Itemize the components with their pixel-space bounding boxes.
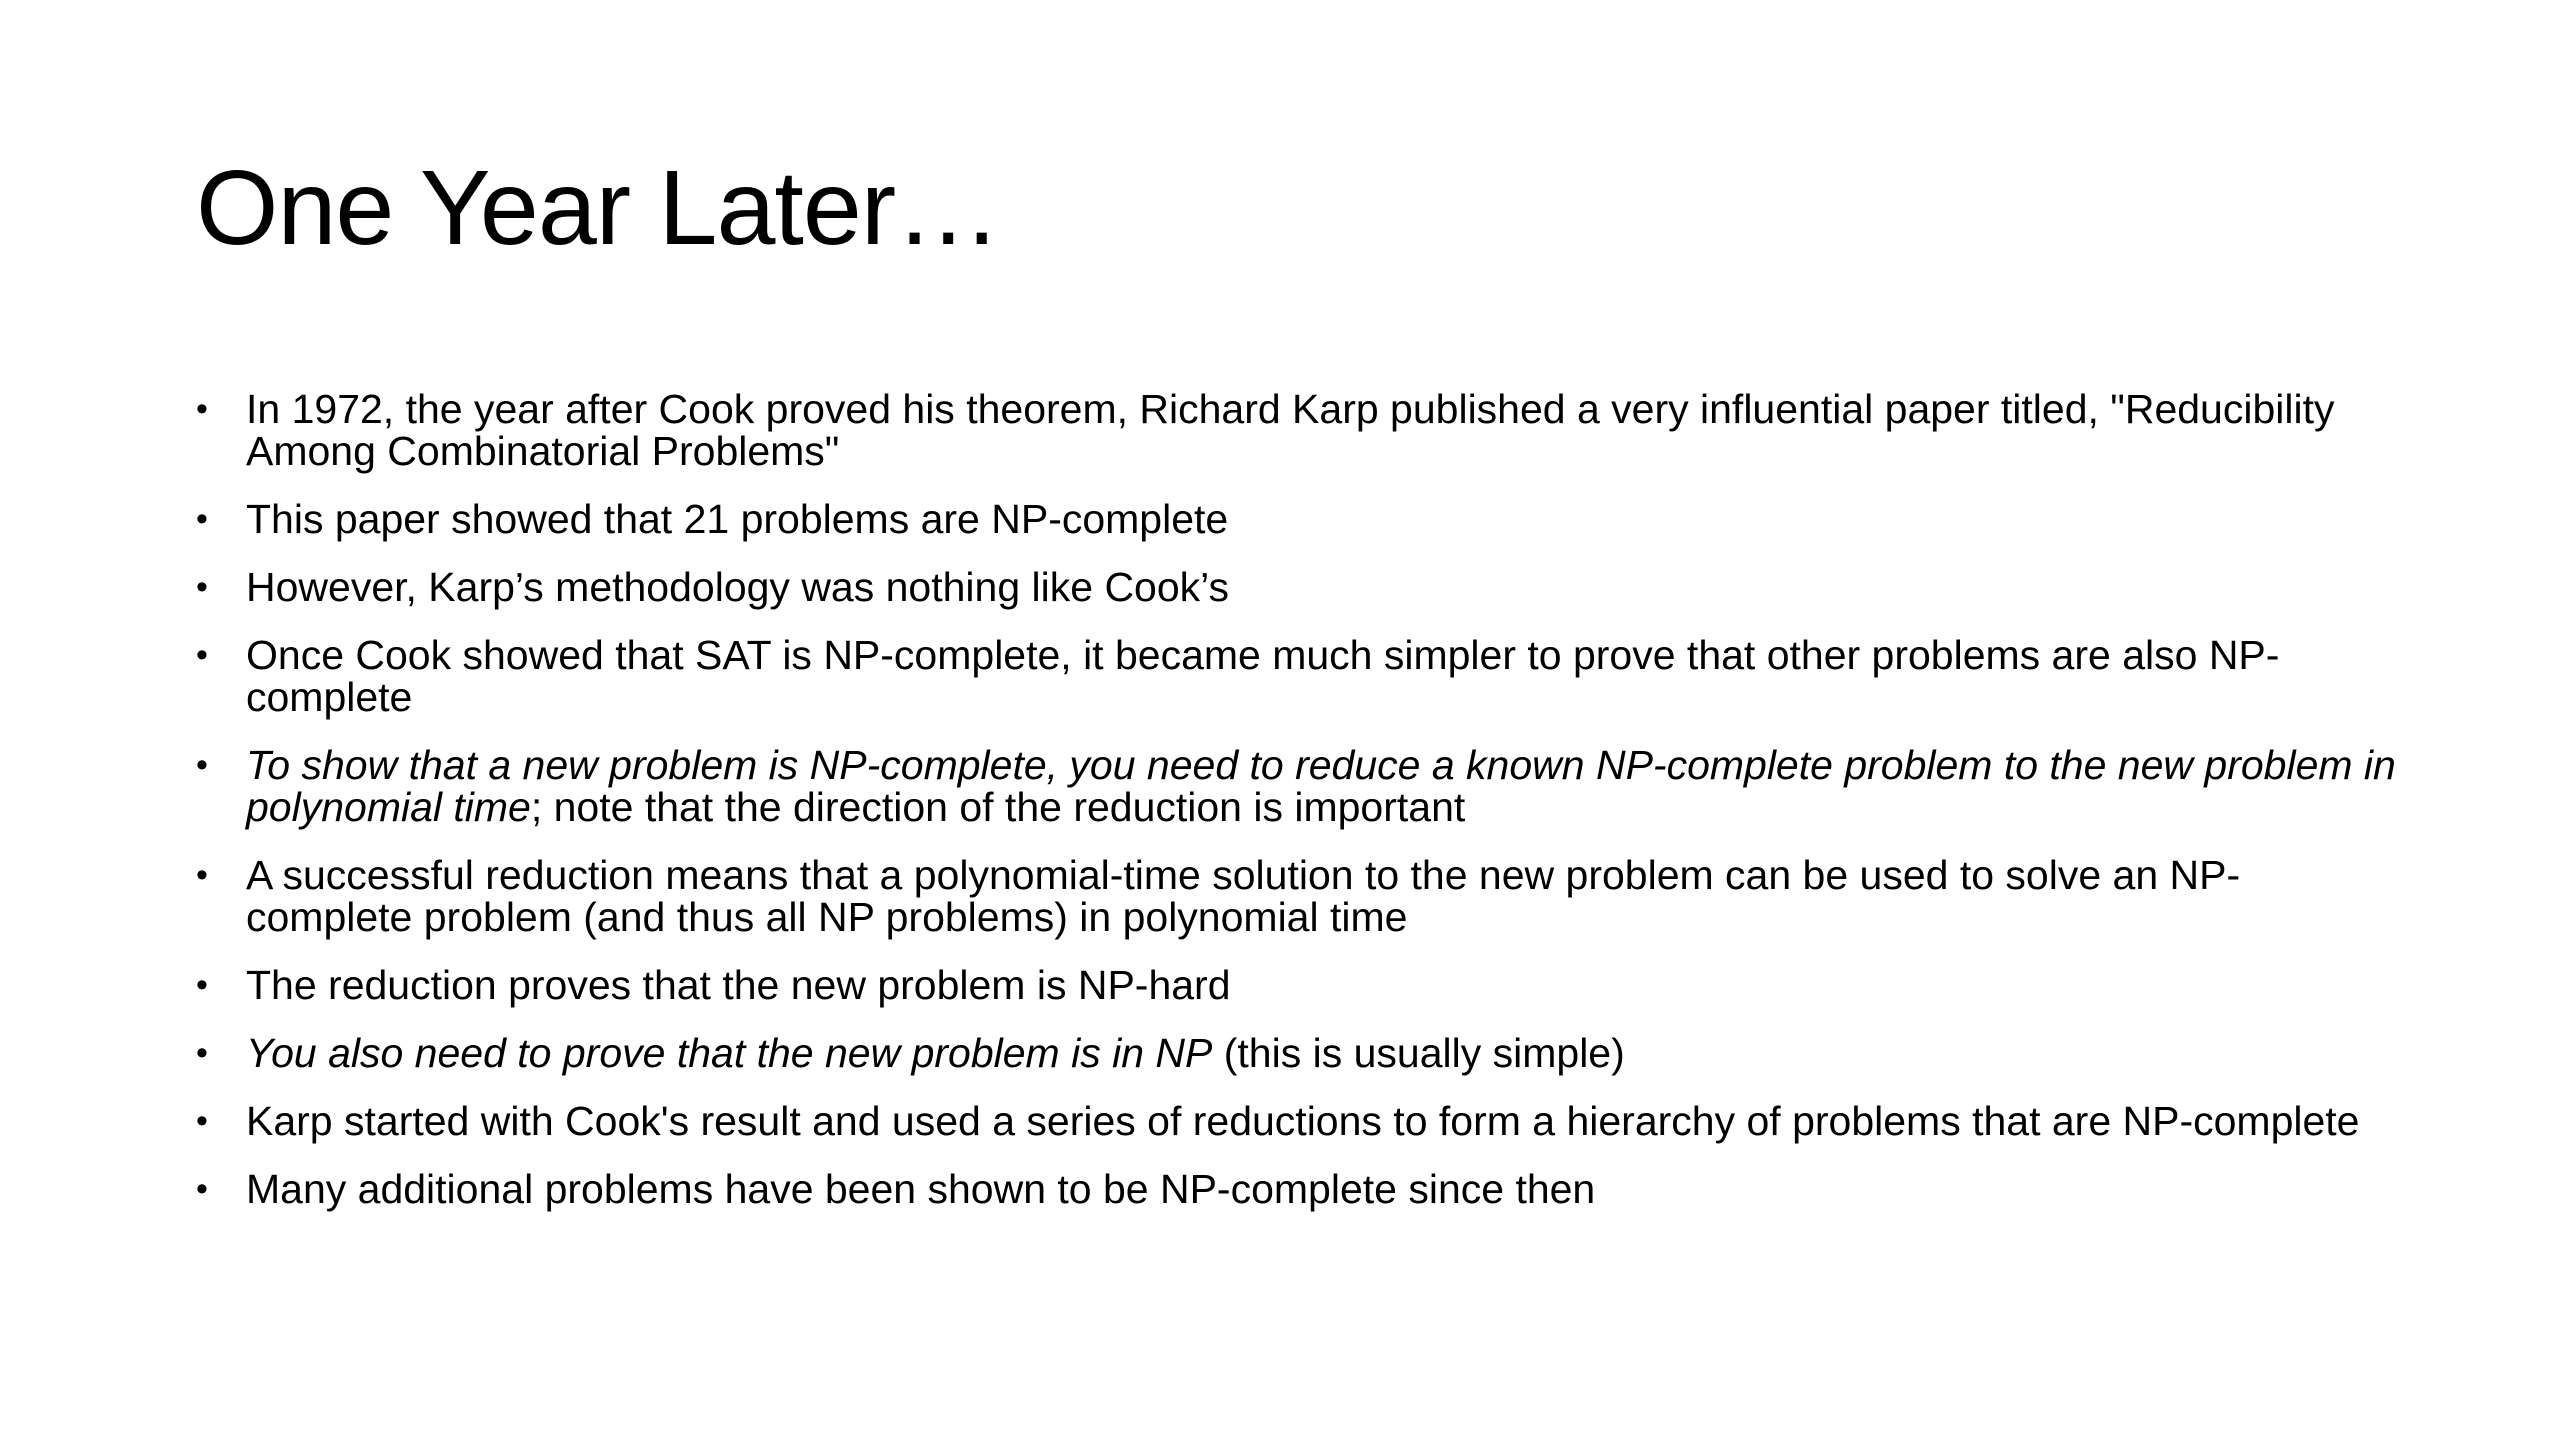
- bullet-item: [196, 744, 2396, 828]
- bullet-text: This paper showed that 21 problems are NP-complete: [246, 496, 1229, 542]
- bullet-text: (this is usually simple): [1212, 1030, 1625, 1076]
- bullet-dot-icon: •: [196, 1170, 208, 1208]
- bullet-dot-icon: •: [196, 1034, 208, 1072]
- bullet-item: [196, 634, 2396, 718]
- bullet-text: A successful reduction means that a polynomial-time solution to the new problem can be used to solve an NP-complete problem (and thus all NP problems) in polynomial time: [246, 852, 2241, 940]
- bullet-dot-icon: •: [196, 856, 208, 894]
- bullet-text: ; note that the direction of the reduction is important: [530, 784, 1466, 830]
- bullet-list: [196, 388, 2396, 1236]
- bullet-dot-icon: •: [196, 966, 208, 1004]
- bullet-item: [196, 566, 2396, 608]
- bullet-dot-icon: •: [196, 390, 208, 428]
- bullet-item: [196, 1100, 2396, 1142]
- bullet-item: [196, 498, 2396, 540]
- bullet-text: In 1972, the year after Cook proved his theorem, Richard Karp published a very influential paper titled, "Reducibility Among Combinatorial Problems": [246, 386, 2335, 474]
- bullet-item: [196, 964, 2396, 1006]
- bullet-dot-icon: •: [196, 746, 208, 784]
- bullet-dot-icon: •: [196, 568, 208, 606]
- bullet-text: Karp started with Cook's result and used a series of reductions to form a hierarchy of problems that are NP-complete: [246, 1098, 2360, 1144]
- bullet-text: Many additional problems have been shown to be NP-complete since then: [246, 1166, 1596, 1212]
- bullet-text: Once Cook showed that SAT is NP-complete, it became much simpler to prove that other problems are also NP-complete: [246, 632, 2280, 720]
- bullet-item: [196, 388, 2396, 472]
- bullet-dot-icon: •: [196, 636, 208, 674]
- bullet-item: [196, 1168, 2396, 1210]
- slide-title: One Year Later…: [196, 149, 1001, 267]
- bullet-text: The reduction proves that the new problem is NP-hard: [246, 962, 1231, 1008]
- bullet-item: [196, 1032, 2396, 1074]
- bullet-dot-icon: •: [196, 1102, 208, 1140]
- bullet-text: However, Karp’s methodology was nothing like Cook’s: [246, 564, 1230, 610]
- bullet-dot-icon: •: [196, 500, 208, 538]
- bullet-emphasis: To show that a new problem is NP-complete, you need to reduce a known NP-complete problem to the new problem in polynomial time: [246, 742, 2396, 830]
- bullet-item: [196, 854, 2396, 938]
- bullet-emphasis: You also need to prove that the new problem is in NP: [246, 1030, 1213, 1076]
